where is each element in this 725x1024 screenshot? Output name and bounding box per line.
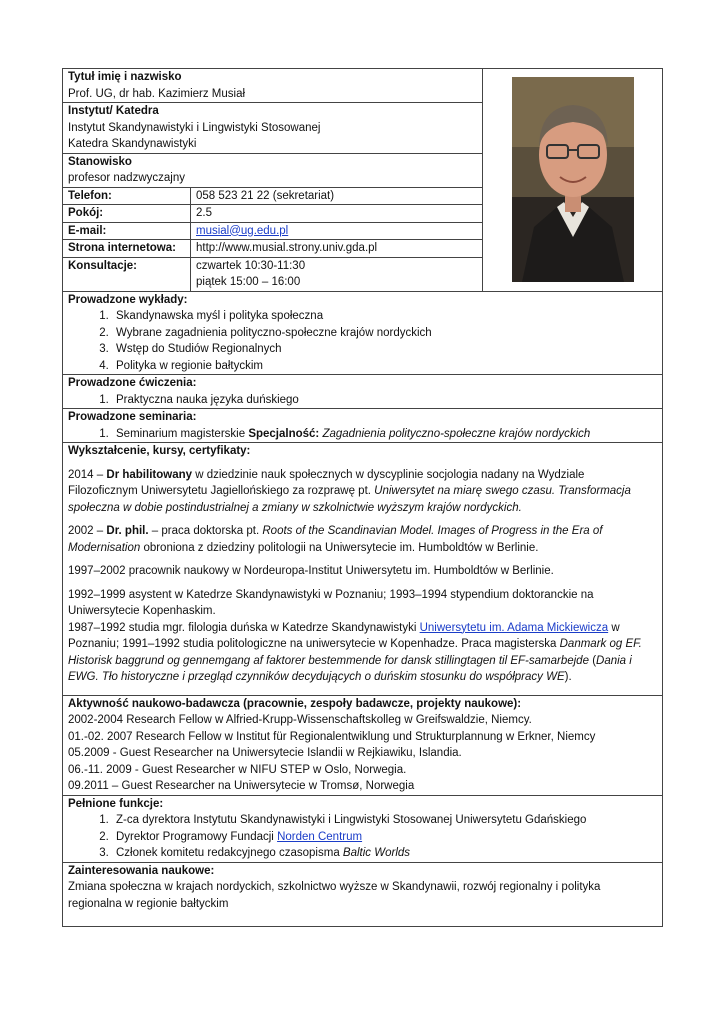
edu-paren: ( [592, 654, 597, 667]
institute-label: Instytut/ Katedra [68, 105, 159, 117]
department-value: Katedra Skandynawistyki [68, 138, 197, 150]
lectures-label: Prowadzone wykłady: [68, 293, 188, 306]
list-item: 09.2011 – Guest Researcher na Uniwersytecie w Tromsø, Norwegia [68, 780, 415, 792]
education-paragraph: 1992–1999 asystent w Katedrze Skandynawistyki w Poznaniu; 1993–1994 stypendium doktoranckie na Uniwersytecie Kopenhaskim. [68, 588, 594, 617]
edu-text: 1987–1992 studia mgr. filologia duńska w Katedrze Skandynawistyki [68, 621, 417, 634]
list-item: 05.2009 - Guest Researcher na Uniwersytecie Islandii w Rejkiawiku, Islandia. [68, 747, 462, 759]
list-item: 4. Polityka w regionie bałtyckim [112, 358, 657, 375]
education-paragraph: 1997–2002 pracownik naukowy w Nordeuropa-Institut Uniwersytetu im. Humboldtów w Berlinie. [68, 565, 554, 577]
edu-paren: ). [564, 671, 572, 683]
list-item: 3. Wstęp do Studiów Regionalnych [112, 341, 657, 358]
email-link[interactable]: musial@ug.edu.pl [196, 224, 289, 237]
consult-line-2: piątek 15:00 – 16:00 [196, 276, 301, 288]
consult-cell [191, 257, 483, 291]
edu-text: w Poznaniu; 1991–1992 studia politologiczne na uniwersytecie w Kopenhadze. Praca magisterska [68, 621, 620, 650]
phone-value: 058 523 21 22 (sekretariat) [191, 187, 483, 205]
lectures-list [68, 308, 657, 374]
interests-text: Zmiana społeczna w krajach nordyckich, szkolnictwo wyższe w Skandynawii, rozwój regionalny i polityka regionalna w regionie bałtyckim [68, 881, 601, 910]
position-label: Stanowisko [68, 155, 132, 168]
education-label: Wykształcenie, kursy, certyfikaty: [68, 445, 251, 457]
list-item: 01.-02. 2007 Research Fellow w Institut für Regionalentwiklung und Strukturplannung w Erkner, Niemcy [68, 730, 596, 743]
website-label: Strona internetowa: [63, 240, 191, 258]
profile-photo [512, 77, 634, 282]
name-value: Prof. UG, dr hab. Kazimierz Musiał [68, 87, 246, 100]
edu-title-translation: Dania i EWG. Tło historyczne i przegląd czynników decydujących o duńskim stosunku do współpracy WE [68, 654, 632, 683]
institute-value: Instytut Skandynawistyki i Lingwistyki Stosowanej [68, 121, 321, 134]
university-link[interactable]: Uniwersytetu im. Adama Mickiewicza [419, 621, 609, 634]
edu-title: Uniwersytet na miarę swego czasu. Transformacja społeczna w dobie postindustrialnej a zmiany w szkolnictwie wyższym krajów nordyckich. [68, 485, 631, 514]
seminars-section [63, 409, 663, 443]
room-value: 2.5 [191, 205, 483, 223]
norden-centrum-link[interactable]: Norden Centrum [277, 830, 363, 843]
research-label: Aktywność naukowo-badawcza (pracownie, zespoły badawcze, projekty naukowe): [68, 697, 522, 710]
institute-cell [63, 103, 483, 154]
list-item: 2002-2004 Research Fellow w Alfried-Krupp-Wissenschaftskolleg w Greifswaldzie, Niemcy. [68, 714, 532, 726]
edu-degree: Dr habilitowany [106, 468, 193, 481]
position-cell [63, 153, 483, 187]
lectures-section [63, 291, 663, 375]
function-text: Dyrektor Programowy Fundacji [116, 830, 274, 843]
seminar-specialty-label: Specjalność: [248, 427, 320, 440]
exercises-label: Prowadzone ćwiczenia: [68, 377, 197, 389]
website-value: http://www.musial.strony.univ.gda.pl [191, 240, 483, 258]
journal-title: Baltic Worlds [342, 847, 411, 859]
edu-text: w dziedzinie nauk społecznych w dyscyplinie socjologia nadany na Wydziale Filozoficznym Uniwersytetu Jagiellońskiego za rozprawę pt. [68, 468, 585, 497]
research-section [63, 695, 663, 795]
name-cell [63, 69, 483, 103]
interests-label: Zainteresowania naukowe: [68, 864, 215, 877]
exercises-list [68, 392, 657, 409]
name-label: Tytuł imię i nazwisko [68, 71, 182, 83]
cv-page [62, 68, 662, 927]
list-item [112, 845, 657, 862]
room-label: Pokój: [63, 205, 191, 223]
consult-label: Konsultacje: [63, 257, 191, 291]
list-item: 1. Praktyczna nauka języka duńskiego [112, 392, 657, 409]
list-item [112, 426, 657, 443]
functions-label: Pełnione funkcje: [68, 797, 164, 810]
email-label: E-mail: [63, 222, 191, 240]
list-item: 1. Skandynawska myśl i polityka społeczna [112, 308, 657, 325]
edu-title: Roots of the Scandinavian Model. Images of Progress in the Era of Modernisation [68, 525, 603, 554]
interests-section [63, 862, 663, 927]
function-text: Członek komitetu redakcyjnego czasopisma [116, 847, 340, 859]
consult-line-1: czwartek 10:30-11:30 [196, 259, 306, 272]
list-item: 1. Z-ca dyrektora Instytutu Skandynawistyki i Lingwistyki Stosowanej Uniwersytetu Gdańskiego [112, 812, 657, 829]
list-item [112, 829, 657, 846]
edu-year: 2002 – [68, 525, 104, 537]
cv-table [62, 68, 663, 927]
functions-section [63, 795, 663, 862]
seminar-specialty: Zagadnienia polityczno-społeczne krajów nordyckich [322, 427, 591, 440]
phone-label: Telefon: [63, 187, 191, 205]
education-section [63, 443, 663, 696]
edu-degree: Dr. phil. [106, 525, 149, 537]
edu-year: 2014 – [68, 468, 104, 481]
email-cell [191, 222, 483, 240]
list-item: 2. Wybrane zagadnienia polityczno-społeczne krajów nordyckich [112, 325, 657, 342]
education-paragraph [68, 620, 657, 686]
education-paragraph [68, 467, 657, 517]
functions-list [68, 812, 657, 862]
edu-text: obroniona z dziedziny politologii na Uniwersytecie im. Humboldtów w Berlinie. [143, 541, 539, 554]
list-item: 06.-11. 2009 - Guest Researcher w NIFU STEP w Oslo, Norwegia. [68, 763, 407, 776]
edu-text: – praca doktorska pt. [151, 525, 260, 537]
edu-title: Danmark og EF. Historisk baggrund og gennemgang af faktorer bestemmende for dansk stillingtagen til EF-samarbejde [68, 638, 642, 667]
seminars-label: Prowadzone seminaria: [68, 411, 197, 423]
exercises-section [63, 375, 663, 409]
photo-cell [483, 69, 663, 292]
education-paragraph [68, 523, 657, 556]
position-value: profesor nadzwyczajny [68, 172, 185, 184]
seminar-prefix: Seminarium magisterskie [116, 427, 246, 440]
seminars-list [68, 426, 657, 443]
